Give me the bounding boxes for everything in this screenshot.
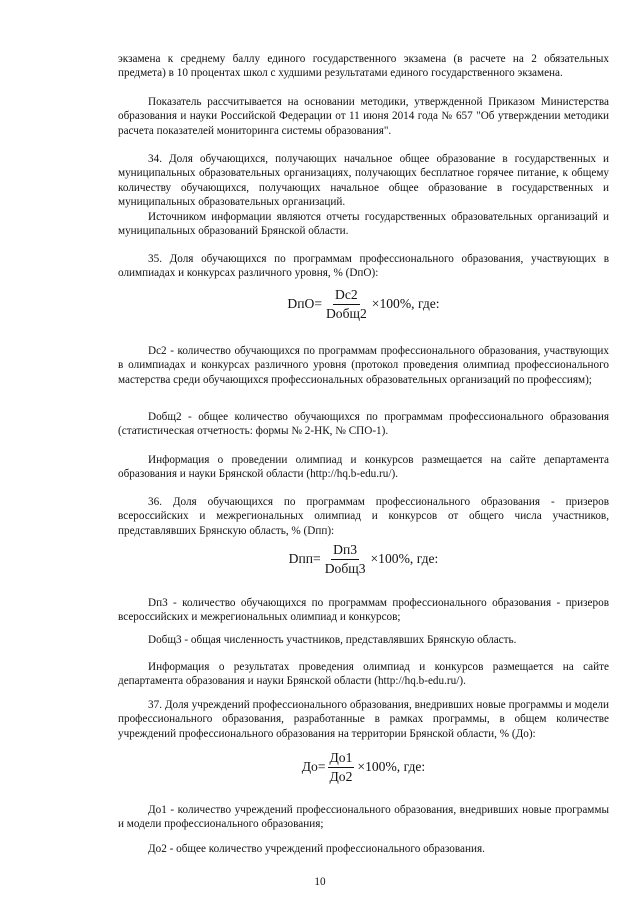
paragraph-item-35: 35. Доля обучающихся по программам профессионального образования, участвующих в олимпиадах и конкурсах различного уровня, % (DпО): [118,253,609,280]
page-number: 10 [314,876,326,888]
formula-dpp-lhs: Dпп= [288,551,321,567]
paragraph-do1-definition: До1 - количество учреждений профессионального образования, внедривших новые программы и модели профессионального образования; [118,804,609,831]
formula-do-rhs: ×100%, где: [357,759,426,775]
paragraph-do2-definition: До2 - общее количество учреждений профессионального образования. [148,843,485,855]
formula-dpo-lhs: DпО= [287,296,322,312]
formula-dpp-rhs: ×100%, где: [370,551,439,567]
formula-dpp-denominator: Doбщ3 [324,561,366,576]
paragraph-info-source: Источником информации являются отчеты государственных образовательных организаций и муниципальных образований Брянской области. [118,211,609,238]
paragraph-dc2-definition: Dc2 - количество обучающихся по программам профессионального образования, участвующих в олимпиадах и конкурсах различного уровня (протокол проведения олимпиад профессионального мастерства среди обучающихся профессиональных образовательных организаций по профессиям); [118,345,609,386]
paragraph-olympiad-info: Информация о проведении олимпиад и конкурсов размещается на сайте департамента образования и науки Брянской области (http://hq.b-edu.ru/). [118,454,609,481]
paragraph-item-34: 34. Доля обучающихся, получающих начальное общее образование в государственных и муниципальных образовательных организациях, получающих бесплатное горячее питание, к общему количеству обучающихся, получающих начальное общее образование в государственных и муниципальных образовательных организаций. [118,153,609,208]
formula-do-numerator: До1 [328,750,355,768]
formula-dpo-fraction [324,287,369,322]
paragraph-results-info: Информация о результатах проведения олимпиад и конкурсов размещается на сайте департамента образования и науки Брянской области (http://hq.b-edu.ru/). [118,661,609,688]
formula-dpo [118,287,609,322]
formula-do-lhs: До= [301,759,326,775]
formula-dpo-denominator: Doбщ2 [325,306,367,321]
paragraph-methodology: Показатель рассчитывается на основании методики, утвержденной Приказом Министерства образования и науки Российской Федерации от 11 июня 2014 года № 657 "Об утверждении методики расчета показателей мониторинга системы образования". [118,96,609,137]
paragraph-dobsh3-definition: Doбщ3 - общая численность участников, представлявших Брянскую область. [148,634,517,646]
formula-dpp [118,542,609,577]
formula-do [118,750,609,785]
formula-dpo-rhs: ×100%, где: [371,296,440,312]
paragraph-dobsh2-definition: Doбщ2 - общее количество обучающихся по программам профессионального образования (статистическая отчетность: формы № 2-НК, № СПО-1). [118,411,609,438]
paragraph-exam-ratio-continuation: экзамена к среднему баллу единого государственного экзамена (в расчете на 2 обязательных предмета) в 10 процентах школ с худшими результатами единого государственного экзамена. [118,53,609,80]
formula-do-denominator: До2 [329,769,353,784]
paragraph-item-37: 37. Доля учреждений профессионального образования, внедривших новые программы и модели профессионального образования, разработанные в рамках программы, в общем количестве учреждений профессионального образования на территории Брянской области, % (До): [118,699,609,740]
formula-dpp-numerator: Dп3 [331,542,359,560]
paragraph-item-36: 36. Доля обучающихся по программам профессионального образования - призеров всероссийских и межрегиональных олимпиад и конкурсов от общего числа участников, представлявших Брянскую область, % (Dпп): [118,496,609,537]
formula-dpp-fraction [323,542,368,577]
formula-do-fraction [328,750,355,785]
formula-dpo-numerator: Dc2 [333,287,360,305]
paragraph-dp3-definition: Dп3 - количество обучающихся по программам профессионального образования - призеров всероссийских и межрегиональных олимпиад и конкурсов; [118,597,609,624]
